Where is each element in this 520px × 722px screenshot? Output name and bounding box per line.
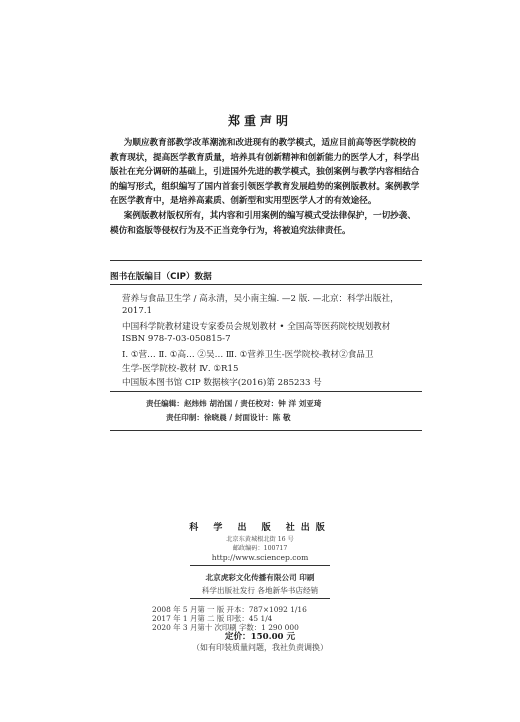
printer-name: 北京虎彩文化传播有限公司 印刷: [205, 573, 315, 582]
credits-production: 责任印制：徐晓晨 / 封面设计：陈 敬: [166, 413, 291, 422]
divider-distribution: [190, 598, 330, 599]
publisher-address: 北京东黄城根北街 16 号: [226, 536, 294, 543]
distribution-info: 科学出版社发行 各地新华书店经销: [201, 586, 319, 595]
divider-cip: [110, 284, 422, 285]
cip-line-2: 2017.1: [122, 306, 153, 316]
cip-line-4: ISBN 978-7-03-050815-7: [122, 334, 231, 344]
declaration-body: [110, 136, 422, 238]
quality-notice: （如有印装质量问题，我社负责调换）: [192, 643, 328, 652]
cip-line-7: 中国版本图书馆 CIP 数据核字(2016)第 285233 号: [122, 378, 322, 388]
divider-publisher: [190, 565, 330, 566]
edition-row-3: 2020 年 3 月第十 次印刷 字数：1 290 000: [152, 623, 299, 632]
publisher-name: 科 学 出 版 社出版: [189, 523, 331, 533]
cip-line-5: Ⅰ. ①营… Ⅱ. ①高… ②吴… Ⅲ. ①营养卫生-医学院校-教材②食品卫: [122, 350, 374, 360]
declaration-paragraph-2: 案例版教材版权所有，其内容和引用案例的编写模式受法律保护，一切抄袭、模仿和盗版等侵权行为及不正当竞争行为，将被追究法律责任。: [110, 210, 416, 236]
divider-cip-bottom: [110, 391, 422, 392]
divider-credits: [110, 430, 422, 431]
declaration-paragraph-1: 为顺应教育部教学改革潮流和改进现有的教学模式，适应目前高等医学院校的教育现状，提高医学教育质量，培养具有创新精神和创新能力的医学人才，科学出版社在充分调研的基础上，引进国外先进的教学模式，独创案例与教学内容相结合的编写形式，组织编写了国内首套引领医学教育发展趋势的案例版教材。案例教学在医学教育中，是培养高素质、创新型和实用型医学人才的有效途径。: [110, 138, 420, 207]
edition-row-1: 2008 年 5 月第 一 版 开本：787×1092 1/16: [152, 605, 307, 614]
publisher-postcode: 邮政编码：100717: [232, 545, 288, 552]
cip-header: 图书在版编目（CIP）数据: [110, 272, 212, 282]
cip-line-6: 生学-医学院校-教材 Ⅳ. ①R15: [122, 364, 239, 374]
price: 定价：150.00 元: [224, 632, 296, 642]
publisher-website: http://www.sciencep.com: [211, 553, 309, 562]
edition-row-2: 2017 年 1 月第 二 版 印张：45 1/4: [152, 614, 273, 623]
declaration-title: 郑重声明: [227, 114, 292, 128]
cip-line-1: 营养与食品卫生学 / 高永清，吴小南主编. —2 版. —北京：科学出版社，: [122, 294, 399, 304]
credits-editors: 责任编辑：赵炜炜 胡治国 / 责任校对：钟 洋 刘亚琦: [146, 399, 322, 408]
divider-top: [110, 260, 422, 261]
cip-line-3: 中国科学院教材建设专家委员会规划教材 • 全国高等医药院校规划教材: [122, 322, 391, 332]
